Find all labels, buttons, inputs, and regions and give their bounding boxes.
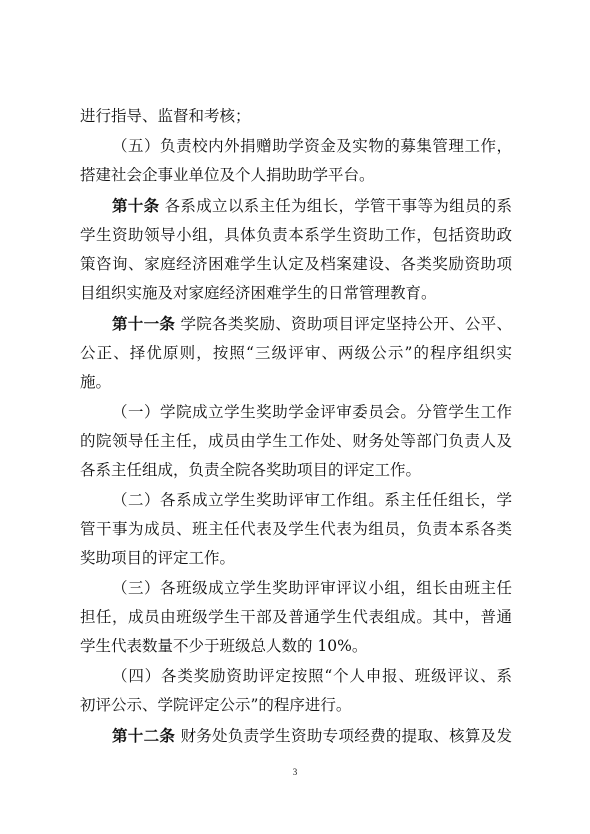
text-line: 各系主任组成，负责全院各奖助项目的评定工作。 <box>80 461 422 479</box>
paragraph-1 <box>80 102 512 131</box>
text-line: （三）各班级成立学生奖助评审评议小组，组长由班主任 <box>112 579 512 597</box>
paragraph-2 <box>80 132 512 190</box>
clause-1 <box>80 398 512 485</box>
text-fragment: 学院各类奖励、资助项目评定坚持公开、公平、 <box>175 315 512 333</box>
text-line <box>80 191 512 221</box>
article-11 <box>80 309 512 397</box>
text-line: 奖助项目的评定工作。 <box>80 549 236 567</box>
text-line <box>80 309 512 339</box>
text-line: （五）负责校内外捐赠助学资金及实物的募集管理工作， <box>112 137 512 155</box>
text-fragment: 财务处负责学生资助专项经费的提取、核算及发 <box>175 727 512 745</box>
text-line: （四）各类奖励资助评定按照“个人申报、班级评议、系 <box>112 667 512 685</box>
text-line: 初评公示、学院评定公示”的程序进行。 <box>80 696 352 714</box>
article-heading: 第十条 <box>112 196 160 215</box>
clause-2 <box>80 486 512 573</box>
text-line <box>80 721 512 751</box>
text-line: 进行指导、监督和考核； <box>80 107 251 125</box>
text-line: 策咨询、家庭经济困难学生认定及档案建设、各类奖励资助项 <box>80 255 512 273</box>
article-10 <box>80 191 512 308</box>
text-line: 学生代表数量不少于班级总人数的 10%。 <box>80 637 368 655</box>
document-body <box>80 102 512 752</box>
clause-3 <box>80 574 512 661</box>
page-number: 3 <box>292 767 298 777</box>
article-heading: 第十二条 <box>112 726 176 745</box>
text-line: （二）各系成立学生奖助评审工作组。系主任任组长，学 <box>112 491 512 509</box>
text-line: 施。 <box>80 373 112 391</box>
clause-4 <box>80 662 512 720</box>
article-heading: 第十一条 <box>112 314 176 333</box>
text-line: （一）学院成立学生奖助学金评审委员会。分管学生工作 <box>112 403 512 421</box>
text-line: 担任，成员由班级学生干部及普通学生代表组成。其中，普通 <box>80 608 512 626</box>
text-line: 公正、择优原则，按照“三级评审、两级公示”的程序组织实 <box>80 344 512 362</box>
text-line: 学生资助领导小组，具体负责本系学生资助工作，包括资助政 <box>80 226 512 244</box>
text-fragment: 各系成立以系主任为组长，学管干事等为组员的系 <box>159 197 512 215</box>
article-12 <box>80 721 512 751</box>
text-line: 目组织实施及对家庭经济困难学生的日常管理教育。 <box>80 284 437 302</box>
text-line: 的院领导任主任，成员由学生工作处、财务处等部门负责人及 <box>80 432 512 450</box>
text-line: 搭建社会企事业单位及个人捐助助学平台。 <box>80 166 375 184</box>
text-line: 管干事为成员、班主任代表及学生代表为组员，负责本系各类 <box>80 520 512 538</box>
